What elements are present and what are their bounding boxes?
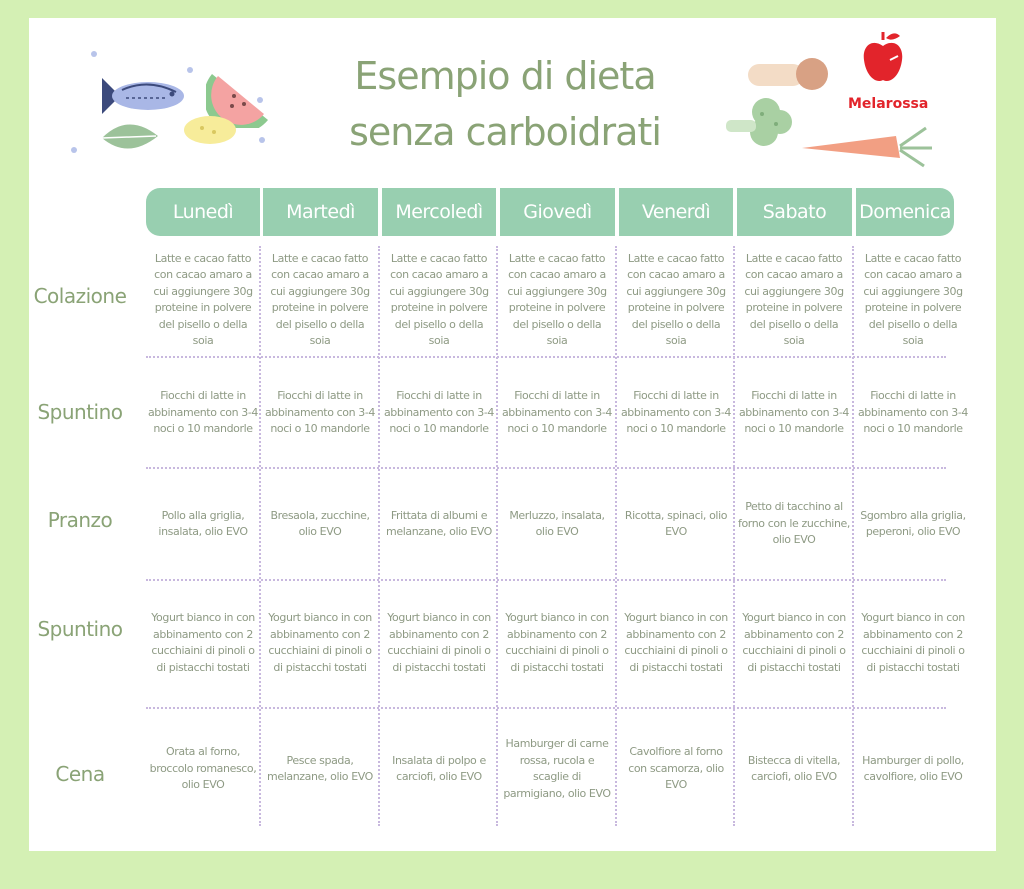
- meal-cell: [857, 710, 969, 828]
- meal-cell: [501, 470, 613, 578]
- meal-cell-text: Ricotta, spinaci, olio EVO: [624, 508, 728, 538]
- meal-cell: [738, 470, 850, 578]
- meal-cell-text: Hamburger di carne rossa, rucola e scaglie di parmigiano, olio EVO: [503, 737, 611, 800]
- meal-cell: [620, 360, 732, 466]
- meal-cell: [147, 360, 259, 466]
- meal-cell-text: Fiocchi di latte in abbinamento con 3-4 noci o 10 mandorle: [147, 389, 259, 436]
- meal-cell-text: Latte e cacao fatto con cacao amaro a cui aggiungere 30g proteine in polvere del pisello o della soia: [270, 251, 370, 347]
- meal-cell-text: Pesce spada, melanzane, olio EVO: [267, 753, 373, 783]
- meal-cell: [620, 246, 732, 354]
- title-line-1: Esempio di dieta: [354, 54, 656, 98]
- meal-cell-text: Latte e cacao fatto con cacao amaro a cui aggiungere 30g proteine in polvere del pisello o della soia: [507, 251, 607, 347]
- meal-cell: [738, 710, 850, 828]
- meal-cell: [857, 246, 969, 354]
- meal-cell-text: Fiocchi di latte in abbinamento con 3-4 noci o 10 mandorle: [383, 389, 495, 436]
- day-header-4: Venerdì: [619, 188, 733, 236]
- day-header-0: Lunedì: [146, 188, 260, 236]
- meal-cell-text: Fiocchi di latte in abbinamento con 3-4 noci o 10 mandorle: [738, 389, 850, 436]
- meal-cell-text: Yogurt bianco in con abbinamento con 2 cucchiaini di pinoli o di pistacchi tostati: [151, 611, 255, 674]
- meal-cell-text: Fiocchi di latte in abbinamento con 3-4 noci o 10 mandorle: [620, 389, 732, 436]
- meal-cell-text: Yogurt bianco in con abbinamento con 2 cucchiaini di pinoli o di pistacchi tostati: [624, 611, 728, 674]
- meal-cell: [738, 582, 850, 704]
- meal-cell: [383, 360, 495, 466]
- meal-cell: [501, 360, 613, 466]
- meal-cell-text: Yogurt bianco in con abbinamento con 2 cucchiaini di pinoli o di pistacchi tostati: [861, 611, 965, 674]
- column-divider: [733, 246, 735, 826]
- meal-cell-text: Latte e cacao fatto con cacao amaro a cui aggiungere 30g proteine in polvere del pisello o della soia: [626, 251, 726, 347]
- meal-cell-text: Frittata di albumi e melanzane, olio EVO: [386, 508, 492, 538]
- meal-cell-text: Insalata di polpo e carciofi, olio EVO: [392, 753, 486, 783]
- brand-logo-text: Melarossa: [848, 96, 929, 112]
- meal-cell: [383, 246, 495, 354]
- apple-logo-icon: [860, 30, 906, 86]
- day-header-1: Martedì: [263, 188, 378, 236]
- meal-cell: [264, 360, 376, 466]
- meal-cell: [383, 470, 495, 578]
- meal-cell-text: Cavolfiore al forno con scamorza, olio EVO: [628, 745, 724, 792]
- column-divider: [852, 246, 854, 826]
- column-divider: [615, 246, 617, 826]
- row-divider: [146, 356, 946, 358]
- column-divider: [259, 246, 261, 826]
- meal-cell-text: Hamburger di pollo, cavolfiore, olio EVO: [862, 753, 964, 783]
- meal-cell: [147, 582, 259, 704]
- meal-cell: [620, 710, 732, 828]
- meal-cell: [264, 582, 376, 704]
- meal-label-1: Spuntino: [37, 400, 123, 424]
- meal-cell-text: Fiocchi di latte in abbinamento con 3-4 noci o 10 mandorle: [264, 389, 376, 436]
- meal-cell: [383, 710, 495, 828]
- meal-cell-text: Latte e cacao fatto con cacao amaro a cui aggiungere 30g proteine in polvere del pisello o della soia: [389, 251, 489, 347]
- meal-cell: [147, 710, 259, 828]
- decor-dots: [60, 40, 300, 170]
- meal-cell: [501, 246, 613, 354]
- column-divider: [496, 246, 498, 826]
- meal-cell: [147, 470, 259, 578]
- meal-cell: [501, 710, 613, 828]
- meal-cell: [738, 360, 850, 466]
- title-line-2: senza carboidrati: [349, 110, 661, 154]
- meal-cell: [857, 582, 969, 704]
- meal-cell-text: Petto di tacchino al forno con le zucchine, olio EVO: [738, 500, 851, 547]
- meal-cell: [383, 582, 495, 704]
- meal-label-0: Colazione: [33, 284, 127, 308]
- meal-cell: [264, 710, 376, 828]
- meal-cell-text: Merluzzo, insalata, olio EVO: [509, 508, 605, 538]
- meal-cell-text: Latte e cacao fatto con cacao amaro a cui aggiungere 30g proteine in polvere del pisello o della soia: [744, 251, 844, 347]
- meal-cell-text: Pollo alla griglia, insalata, olio EVO: [158, 508, 248, 538]
- meal-label-4: Cena: [55, 762, 105, 786]
- row-divider: [146, 707, 946, 709]
- meal-label-3: Spuntino: [37, 617, 123, 641]
- meal-cell: [620, 582, 732, 704]
- day-header-5: Sabato: [737, 188, 852, 236]
- meal-cell-text: Latte e cacao fatto con cacao amaro a cui aggiungere 30g proteine in polvere del pisello o della soia: [863, 251, 963, 347]
- meal-cell: [738, 246, 850, 354]
- meal-cell: [264, 246, 376, 354]
- meal-cell-text: Fiocchi di latte in abbinamento con 3-4 noci o 10 mandorle: [857, 389, 969, 436]
- meal-cell-text: Yogurt bianco in con abbinamento con 2 cucchiaini di pinoli o di pistacchi tostati: [387, 611, 491, 674]
- broccoli-icon: [722, 92, 802, 156]
- row-divider: [146, 579, 946, 581]
- meal-cell-text: Bistecca di vitella, carciofi, olio EVO: [747, 753, 841, 783]
- meal-cell-text: Orata al forno, broccolo romanesco, olio EVO: [149, 745, 257, 792]
- meal-cell: [147, 246, 259, 354]
- meal-cell-text: Yogurt bianco in con abbinamento con 2 cucchiaini di pinoli o di pistacchi tostati: [268, 611, 372, 674]
- mushroom-icon: [746, 54, 832, 94]
- meal-cell-text: Bresaola, zucchine, olio EVO: [270, 508, 370, 538]
- meal-cell-text: Fiocchi di latte in abbinamento con 3-4 noci o 10 mandorle: [501, 389, 613, 436]
- carrot-icon: [800, 122, 938, 172]
- day-header-2: Mercoledì: [382, 188, 496, 236]
- meal-cell: [857, 360, 969, 466]
- column-divider: [378, 246, 380, 826]
- meal-cell-text: Yogurt bianco in con abbinamento con 2 cucchiaini di pinoli o di pistacchi tostati: [742, 611, 846, 674]
- day-header-3: Giovedì: [500, 188, 615, 236]
- page-title: [330, 48, 680, 160]
- meal-cell-text: Yogurt bianco in con abbinamento con 2 cucchiaini di pinoli o di pistacchi tostati: [505, 611, 609, 674]
- meal-cell-text: Latte e cacao fatto con cacao amaro a cui aggiungere 30g proteine in polvere del pisello o della soia: [153, 251, 253, 347]
- row-divider: [146, 467, 946, 469]
- meal-label-2: Pranzo: [47, 508, 113, 532]
- meal-cell-text: Sgombro alla griglia, peperoni, olio EVO: [860, 508, 966, 538]
- meal-cell: [264, 470, 376, 578]
- day-header-6: Domenica: [856, 188, 954, 236]
- meal-cell: [501, 582, 613, 704]
- meal-cell: [857, 470, 969, 578]
- meal-cell: [620, 470, 732, 578]
